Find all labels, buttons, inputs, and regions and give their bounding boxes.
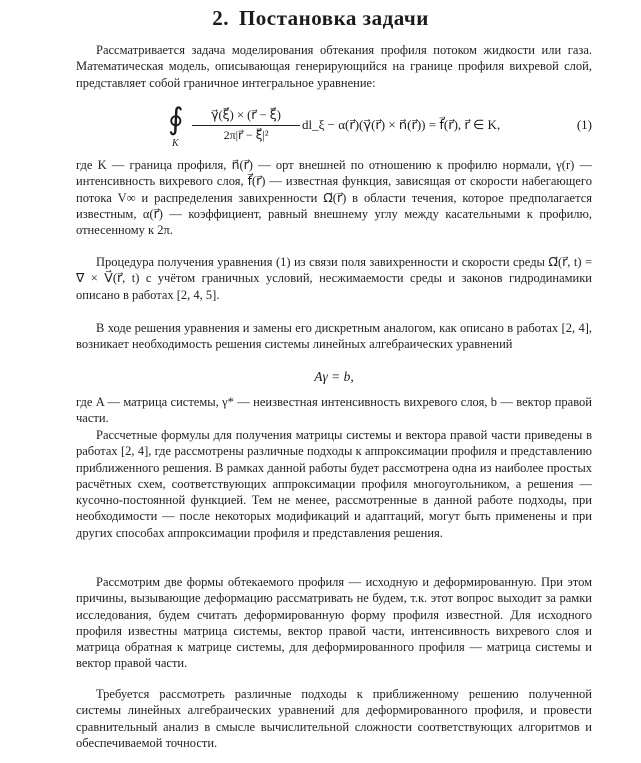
goal-paragraph: Требуется рассмотреть различные подходы к приближенному решению полученной системы линейных алгебраических уравнений для деформированного профиля, и провести сравнительный анализ в смысле вычислительной сложности соответствующих алгоритмов и обеспечиваемой точности. (76, 687, 592, 750)
formulas-paragraph: Рассчетные формулы для получения матрицы системы и вектора правой части приведены в работах [2, 4], где рассмотрены различные подходы к аппроксимации профиля и представлению приближенного решения. В рамках данной работы будет рассмотрена одна из наиболее простых расчётных схем, соответствующих аппроксимации профиля многоугольником, а решения — кусочно-постоянной функцией. Тем не менее, рассмотренные в данной работе подходы, при необходимости — после некоторых модификаций и адаптаций, могут быть применены и при других способах аппроксимации профиля и представления решения. (76, 428, 592, 540)
fraction-denominator: 2π|r⃗ − ξ⃗|² (223, 128, 269, 142)
section-number: 2. (212, 6, 229, 30)
section-title: Постановка задачи (238, 6, 429, 30)
procedure-paragraph: Процедура получения уравнения (1) из связи поля завихренности и скорости среды Ω⃗(r⃗, t) = ∇ × V⃗(r⃗, t) с учётом граничных условий, несжимаемости среды и законов гидродинамики описано в работах [2, 4, 5]. (76, 255, 592, 302)
intro-paragraph: Рассматривается задача моделирования обтекания профиля потоком жидкости или газа. Математическая модель, описывающая генерирующийся на границе профиля вихревой слой, представляет собой граничное интегральное уравнение: (76, 43, 592, 90)
equation-fraction (192, 107, 300, 143)
matrix-paragraph: где A — матрица системы, γ* — неизвестная интенсивность вихревого слоя, b — вектор правой части. (76, 395, 592, 426)
forms-paragraph: Рассмотрим две формы обтекаемого профиля — исходную и деформированную. При этом причины, вызывающие деформацию рассматривать не будем, т.к. этот вопрос выходит за рамки исследования, будем считать деформированную форму профиля известной. Для исходного профиля известны матрица системы, вектор правой части, интенсивность вихревого слоя и матрица обратная к матрице системы, для деформированного профиля — матрица системы и вектор правой части. (76, 575, 592, 671)
contour-integral-symbol: ∮ (168, 103, 184, 136)
where-paragraph: где K — граница профиля, n⃗(r⃗) — орт внешней по отношению к профилю нормали, γ(r) — интенсивность вихревого слоя, f⃗(r⃗) — известная функция, зависящая от скорости набегающего потока V∞ и распределения завихренности Ω⃗(r⃗) в области течения, которое предполагается известным, α(r⃗) — коэффициент, равный внешнему углу между касательными к профилю, отнесенному к 2π. (76, 158, 592, 238)
equation-number: (1) (576, 117, 592, 132)
section-heading (0, 6, 641, 31)
linear-system-equation: Aγ = b, (314, 369, 354, 384)
integral-domain: K (172, 138, 179, 149)
solution-paragraph: В ходе решения уравнения и замены его дискретным аналогом, как описано в работах [2, 4], возникает необходимость решения системы линейных алгебраических уравнений (76, 321, 592, 352)
equation-rest: dl_ξ − α(r⃗)(γ⃗(r⃗) × n⃗(r⃗)) = f⃗(r⃗), r⃗ ∈ K, (302, 117, 501, 132)
fraction-numerator: γ⃗(ξ⃗) × (r⃗ − ξ⃗) (192, 107, 300, 126)
boundary-integral-equation (76, 103, 592, 153)
